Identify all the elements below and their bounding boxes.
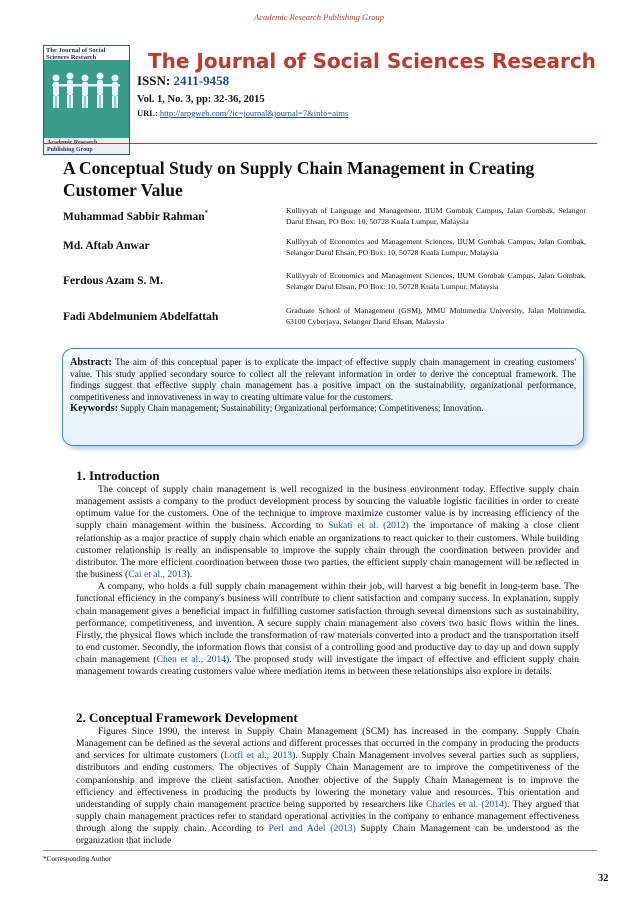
abstract-body: [70, 357, 576, 402]
paragraph: [76, 484, 579, 581]
text-run: . They argued that supply chain management practices refer to standard operational activities in the company to enhance management effectiveness through along the supply chain. According to: [76, 798, 580, 835]
author-name: Md. Aftab Anwar: [63, 240, 150, 252]
author-affiliation: Graduate School of Management (GSM), MMU Multimedia University, Jalan Multimedia, 63100 Cyberjaya, Selangor Darul Ehsan, Malaysia: [286, 306, 586, 326]
author-name: Fadi Abdelmuniem Abdelfattah: [63, 311, 219, 323]
volume-info: Vol. 1, No. 3, pp: 32-36, 2015: [137, 94, 265, 105]
section-heading-introduction: 1. Introduction: [76, 468, 160, 483]
text-run: ). The proposed study will investigate the impact of effective and efficient supply chain management towards creating customers value where mediation items in between these relationships also explore in details.: [76, 654, 580, 678]
abstract-text: The aim of this conceptual paper is to explicate the impact of effective supply chain management in creating customers' value. This study applied secondary source to collect all the relevant information in order to derive the conceptual framework. The findings suggest that effective supply chain management has a positive impact on the sustainability, organizational performance, competitiveness and innovativeness in way to creating ultimate value for the customers.: [70, 357, 576, 402]
issn-label: ISSN:: [137, 73, 174, 88]
keywords-text: Supply Chain management; Sustainability; Organizational performance; Competitiveness; Innovation.: [118, 403, 484, 414]
text-run: The concept of supply chain management is well recognized in the business environment today. Effective supply chain management assists a company to the product development process by sourcing the valuable logistic facilities in order to create optimum value for the customers. One of the technique to improve maximize customer value is by increasing efficiency of the supply chain management within the business. According to: [76, 484, 579, 532]
paper-title: A Conceptual Study on Supply Chain Management in Creating Customer Value: [63, 158, 535, 200]
text-run: ). Supply Chain Management involves several parties such as suppliers, distributors and ending customers. The objectives of Supply Chain Management are to improve the competitiveness of the companionship and improve the client satisfaction. Another objective of the Supply Chain Management is to improve the efficiency and effectiveness in producing the products by lowering the monetary value and resources. This orientation and understanding of supply chain management practice being supported by researchers like: [76, 750, 579, 810]
citation-link[interactable]: Perl and Adel (2013): [268, 823, 356, 835]
paragraph: [76, 726, 579, 848]
cover-publisher: Publishing Group: [44, 138, 129, 154]
citation-link[interactable]: Charles et al. (2014): [426, 798, 507, 810]
people-chain-icon: [48, 68, 124, 112]
text-run: Figures Since 1990, the interest in Supply Chain Management (SCM) has increased in the company. Supply Chain Management can be defined as the several actions and different processes that occurred in the company in producing the products and services for ultimate customers (: [76, 726, 579, 762]
author-affiliation: Kulliyyah of Economics and Management Sciences, IIUM Gombak Campus, Jalan Gombak, Selangor Darul Ehsan, PO Box: 10, 50728 Kuala Lumpur, Malaysia: [286, 271, 586, 291]
issn-value: 2411-9458: [173, 73, 230, 88]
journal-url: [137, 108, 348, 118]
url-link[interactable]: http://arpgweb.com/?ic=journal&journal=7&info=aims: [159, 108, 349, 118]
journal-cover-thumbnail: [43, 45, 130, 155]
publisher-header: Academic Research Publishing Group: [254, 12, 384, 22]
text-run: ).: [186, 569, 193, 581]
footnote-divider: [43, 850, 597, 851]
citation-link[interactable]: Lotfi et al., 2013: [223, 750, 293, 762]
url-label: URL:: [137, 108, 160, 118]
paragraph: [76, 581, 579, 678]
cover-title: The Journal of Social Sciences Research: [44, 46, 129, 60]
journal-title: The Journal of Social Sciences Research: [148, 49, 596, 73]
abstract-box: [62, 348, 584, 446]
keywords-label: Keywords:: [70, 403, 119, 415]
footnote: *Corresponding Author: [43, 855, 112, 863]
section-introduction-body: [76, 484, 579, 679]
author-name-text: Muhammad Sabbir Rahman: [63, 210, 205, 223]
keywords: [70, 403, 576, 415]
header-divider: [43, 143, 597, 144]
author-affiliation: Kulliyyah of Language and Management, IIUM Gombak Campus, Jalan Gombak, Selangor Darul Ehsan, PO Box: 10, 50728 Kuala Lumpur, Malaysia: [286, 206, 586, 226]
citation-link[interactable]: Sukati et al. (2012): [328, 520, 409, 532]
page-number: 32: [598, 873, 609, 884]
author-affiliation: Kulliyyah of Economics and Management Sciences, IIUM Gombak Campus, Jalan Gombak, Selangor Darul Ehsan, PO Box: 10, 50728 Kuala Lumpur, Malaysia: [286, 237, 586, 257]
section-framework-body: [76, 726, 579, 848]
author-name: Ferdous Azam S. M.: [63, 275, 163, 287]
abstract-label: Abstract:: [70, 357, 112, 368]
citation-link[interactable]: Chen et al., 2014: [156, 654, 226, 666]
text-run: A company, who holds a full supply chain management within their job, will harvest a big benefit in long-term base. The functional efficiency in the company's business will contribute to client satisfaction and company success. In explanation, supply chain management gives a beneficial impact in fulfilling customer satisfaction through several dimensions such as sustainability, performance, competitiveness, and invention. A secure supply chain management also covers two basic flows within the lines. Firstly, the physical flows which include the transformation of raw materials converted into a product and the transportation itself to end customer. Secondly, the information flows that consist of a controlling good and productive day to day up and down supply chain management (: [76, 581, 579, 666]
section-heading-framework: 2. Conceptual Framework Development: [76, 710, 298, 725]
issn: [137, 73, 229, 89]
corresponding-mark: *: [204, 209, 209, 217]
text-run: Supply Chain Management can be understood as the organization that include: [76, 823, 579, 847]
author-name: [63, 209, 208, 223]
citation-link[interactable]: Cai et al., 2013: [128, 569, 187, 581]
text-run: the importance of making a close client relationship as a major practice of supply chain which enable an organizations to react quicker to their customers. While building customer relationship is really an indispensable to improve the supply chain through the coordination between provider and distributor. The more efficient coordination between those two parties, the efficient supply chain management will be reflected in the business (: [76, 520, 579, 581]
